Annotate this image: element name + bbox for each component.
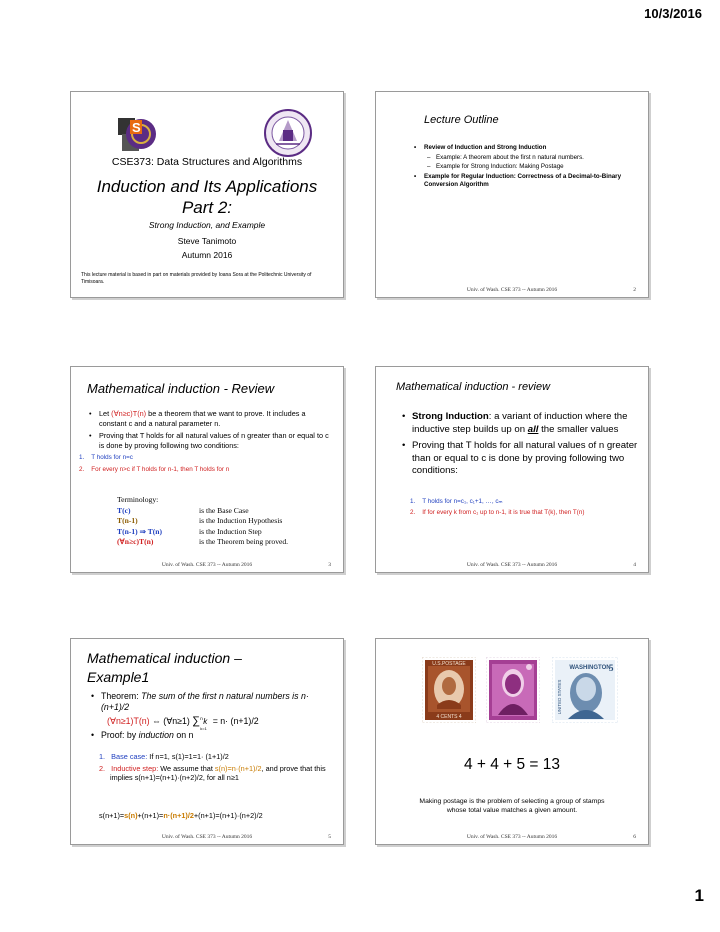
author: Steve Tanimoto xyxy=(177,236,237,246)
sum-upper: n xyxy=(200,716,203,721)
text: Proving that T holds for all natural values of n greater than or equal to c is done by proving following two conditions: xyxy=(99,431,329,450)
term-desc: is the Base Case xyxy=(199,505,249,515)
text: , and prove that this implies s(n+1)=(n+1)·(n+2)/2, for all n≥1 xyxy=(110,764,326,783)
bullet-proving xyxy=(412,440,638,478)
proof-steps xyxy=(99,752,335,783)
outline-subitem-text: Example: A theorem about the first n natural numbers. xyxy=(436,153,584,161)
step-text: T holds for n=c₁, c₁+1, …, cₘ xyxy=(422,498,503,505)
footer-text: Univ. of Wash. CSE 373 -- Autumn 2016 xyxy=(466,834,558,840)
slide-body xyxy=(101,691,337,741)
slide-4-strong-induction xyxy=(375,366,649,573)
term-name: T(n-1) ⇒ T(n) xyxy=(117,526,163,536)
bullet-proving xyxy=(99,431,331,450)
theorem-label: Theorem: xyxy=(101,691,142,701)
footer-text: Univ. of Wash. CSE 373 -- Autumn 2016 xyxy=(466,287,558,293)
term-name: (∀n≥c)T(n) xyxy=(117,537,154,546)
strong-steps xyxy=(410,497,646,517)
term-desc: is the Induction Hypothesis xyxy=(199,516,283,525)
credit-note: This lecture material is based in part on materials provided by Ioana Sora at the Politechnic University of Timisoara. xyxy=(81,272,312,285)
formula-lhs: (∀n≥1)T(n) xyxy=(107,716,150,726)
slide-body xyxy=(79,409,331,474)
outline-subitem-text: Example for Strong Induction: Making Postage xyxy=(436,163,564,170)
postage-caption: Making postage is the problem of selecting a group of stamps whose total value matches a given amount. xyxy=(419,798,605,814)
bullet-theorem xyxy=(101,691,337,713)
postage-equation: 4 + 4 + 5 = 13 xyxy=(463,756,561,773)
inductive-step-label: Inductive step: xyxy=(111,764,159,774)
sigma: ∑ xyxy=(192,715,201,727)
slide-subtitle: Strong Induction, and Example xyxy=(148,220,266,230)
text: We assume that xyxy=(158,764,215,774)
term-name: T(c) xyxy=(117,505,131,515)
step-text: For every n>c if T holds for n-1, then T holds for n xyxy=(91,465,230,473)
sum-symbol xyxy=(192,715,210,731)
footer-text: Univ. of Wash. CSE 373 -- Autumn 2016 xyxy=(161,562,253,568)
term-row xyxy=(117,527,288,538)
inductive-step: 2. Inductive step: We assume that s(n)=n·(n+1)/2, and prove that this implies s(n+1)=(n+1)·(n+2)/2, for all n≥1 xyxy=(99,764,326,783)
university-seal xyxy=(263,108,313,158)
slide-title-line2: Part 2: xyxy=(181,198,233,217)
logo-letter: S xyxy=(132,120,141,135)
step-1: 1. T holds for n=c xyxy=(79,454,133,461)
eq-hypothesis: n·(n+1)/2 xyxy=(163,811,194,820)
theorem-symbol: (∀n≥c)T(n) xyxy=(111,409,147,418)
slide-title: Lecture Outline xyxy=(424,114,499,126)
slide-title: Mathematical induction - review xyxy=(396,381,551,393)
footer-text: Univ. of Wash. CSE 373 -- Autumn 2016 xyxy=(466,562,558,568)
slide-5-example1 xyxy=(70,638,344,845)
slide-title-line1: Induction and Its Applications xyxy=(96,177,318,196)
term-name: T(n-1) xyxy=(117,516,138,525)
sum-term: k xyxy=(203,717,208,726)
text: be a theorem that we want to prove. It includes a constant c and a natural parameter n. xyxy=(99,409,306,428)
sum-lower: k=1 xyxy=(200,726,207,731)
term-row xyxy=(117,506,288,517)
base-case-text: If n=1, s(1)=1=1· (1+1)/2 xyxy=(147,752,229,761)
outline-item-text: Example for Regular Induction: Correctness of a Decimal-to-Binary Conversion Algorithm xyxy=(424,172,622,188)
stamp-lincoln-4c xyxy=(486,657,540,723)
slide-3-induction-review xyxy=(70,366,344,573)
stamp3-side-text: UNITED STATES xyxy=(557,679,562,715)
slide-number: 6 xyxy=(633,834,636,840)
slide-number: 5 xyxy=(328,834,331,840)
page-number: 1 xyxy=(694,886,704,905)
bullet-strong-induction xyxy=(412,411,638,436)
formula-mid: ⇔ (∀n≥1) xyxy=(149,716,193,726)
outline-subitem xyxy=(436,163,639,172)
term-row xyxy=(117,537,288,548)
text: Let xyxy=(99,409,112,418)
outline-item xyxy=(424,144,639,153)
stamp3-value: 5 xyxy=(609,663,614,673)
stamp-washington-4c xyxy=(422,657,476,723)
base-case: 1. Base case: If n=1, s(1)=1=1· (1+1)/2 xyxy=(99,752,229,761)
emphasis-all: all xyxy=(527,423,539,435)
stamp-washington-5c xyxy=(552,657,618,723)
eq-part: +(n+1)=(n+1)·(n+2)/2 xyxy=(193,811,263,820)
slide-number: 2 xyxy=(633,287,636,293)
derivation xyxy=(99,811,263,820)
theorem-formula xyxy=(107,715,337,731)
step-1: 1. T holds for n=c₁, c₁+1, …, cₘ xyxy=(410,498,503,505)
slide-2-outline xyxy=(375,91,649,298)
eq-sn: s(n) xyxy=(124,811,138,820)
slide-title: Mathematical induction - Review xyxy=(87,381,275,396)
term-row xyxy=(117,516,288,527)
formula-rhs: = n· (n+1)/2 xyxy=(210,716,259,726)
text: on n xyxy=(173,730,194,740)
terminology xyxy=(117,495,288,548)
text: the smaller values xyxy=(538,423,619,435)
course-name: CSE373: Data Structures and Algorithms xyxy=(111,156,303,168)
slide-1-title xyxy=(70,91,344,298)
hypothesis: s(n)=n·(n+1)/2 xyxy=(214,764,262,774)
page-date: 10/3/2016 xyxy=(644,6,702,21)
slide-title: Mathematical induction – Example1 xyxy=(87,650,242,685)
slide-body xyxy=(412,411,638,478)
stamp1-top-text: U.S.POSTAGE xyxy=(432,661,466,667)
terminology-label: Terminology: xyxy=(117,495,159,504)
term-desc: is the Theorem being proved. xyxy=(199,537,289,546)
step-text: If for every k from c₁ up to n-1, it is true that T(k), then T(n) xyxy=(422,509,585,516)
outline-item xyxy=(424,173,639,190)
slide-number: 3 xyxy=(328,562,331,568)
step-2: 2. If for every k from c₁ up to n-1, it is true that T(k), then T(n) xyxy=(410,509,585,516)
stamp3-top-text: WASHINGTON xyxy=(569,665,611,671)
slide-6-postage xyxy=(375,638,649,845)
term-desc: is the Induction Step xyxy=(199,526,262,536)
cse-logo xyxy=(117,114,157,154)
bullet-theorem xyxy=(99,409,331,428)
text: Proving that T holds for all natural values of n greater than or equal to c is done by proving following two conditions: xyxy=(412,440,638,476)
bullet-proof xyxy=(101,730,337,741)
slide-number: 4 xyxy=(633,562,636,568)
outline-subitem xyxy=(436,154,639,163)
outline-item-text: Review of Induction and Strong Induction xyxy=(424,144,547,151)
eq-part: +(n+1)= xyxy=(137,811,164,820)
text: Proof: by xyxy=(101,730,139,740)
step-2: 2. For every n>c if T holds for n-1, then T holds for n xyxy=(79,465,230,473)
footer-text: Univ. of Wash. CSE 373 -- Autumn 2016 xyxy=(161,834,253,840)
text: induction xyxy=(138,730,174,740)
theorem-text: The sum of the first n natural numbers is n· (n+1)/2 xyxy=(101,691,309,712)
outline-list xyxy=(424,144,639,190)
step-text: T holds for n=c xyxy=(91,454,133,461)
base-case-label: Base case: xyxy=(111,752,148,761)
eq-part: s(n+1)= xyxy=(99,811,125,820)
text: : a variant of induction where the inductive step builds up on xyxy=(412,411,628,435)
term-strong-induction: Strong Induction xyxy=(412,411,489,422)
stamp1-bottom-text: 4 CENTS 4 xyxy=(436,714,462,720)
term: Autumn 2016 xyxy=(181,250,233,260)
